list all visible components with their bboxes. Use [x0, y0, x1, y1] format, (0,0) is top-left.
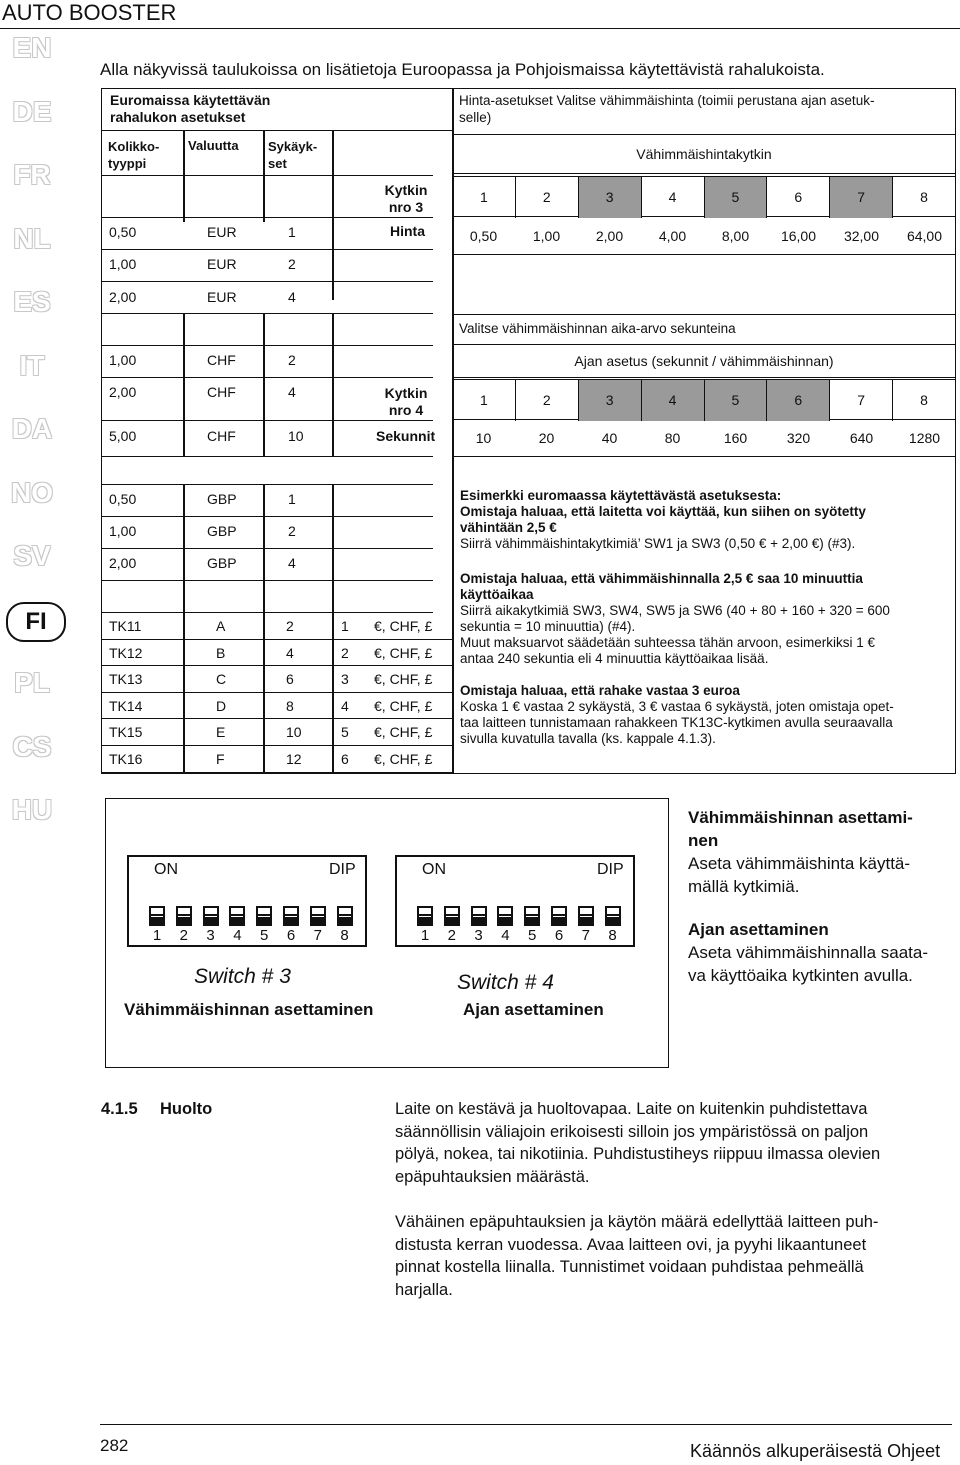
- tk-number: 2: [341, 644, 349, 661]
- dip-toggle-knob: [446, 917, 458, 924]
- col-header-pulses-l1: Sykäyk-: [268, 139, 318, 154]
- coin-value: 5,00: [109, 428, 137, 444]
- coin-value: 2,00: [109, 289, 137, 305]
- tk-letter: C: [216, 671, 227, 688]
- rule: [101, 175, 433, 176]
- language-no: NO: [11, 476, 53, 508]
- dip-switch-number: 1: [152, 927, 162, 944]
- rule: [452, 314, 956, 315]
- rule: [101, 665, 453, 666]
- col-header-pulses-l2: set: [268, 156, 287, 171]
- tk-letter: A: [216, 618, 226, 634]
- pulses-value: 4: [288, 384, 296, 400]
- dip-toggle-knob: [419, 917, 431, 924]
- price-value: 1,00: [532, 228, 561, 244]
- side-heading-1a: Vähimmäishinnan asettami-: [688, 808, 913, 827]
- dip-toggle-slot: [446, 914, 458, 916]
- example-l10: antaa 240 sekuntia eli 4 minuuttia käyttöaikaa lisää.: [460, 651, 769, 666]
- dip-toggle-slot: [312, 914, 324, 916]
- time-switch-grid: [452, 379, 956, 420]
- dip-toggle[interactable]: [444, 906, 460, 926]
- dip-toggle-slot: [178, 914, 190, 916]
- dip-toggle[interactable]: [310, 906, 326, 926]
- section-line: pölyä, nokea, tai nikotiinia. Puhdistustiheys riippuu ilmassa olevien: [395, 1145, 881, 1163]
- language-it: IT: [19, 349, 45, 381]
- col-header-pulses: [268, 138, 317, 172]
- time-value: 40: [601, 430, 618, 446]
- language-cs: CS: [12, 730, 52, 762]
- language-nl: NL: [13, 222, 51, 254]
- pulses-value: 2: [288, 352, 296, 368]
- footer-rule: [100, 1424, 952, 1425]
- tk-number: 5: [341, 724, 349, 741]
- dip-toggle[interactable]: [578, 906, 594, 926]
- tk-code: TK11: [109, 618, 142, 634]
- currency-value: CHF: [207, 384, 236, 400]
- time-switch-7: 7: [830, 380, 893, 421]
- tk-number: 3: [341, 671, 349, 688]
- dip-switch-number: 1: [420, 927, 430, 944]
- time-value: 320: [786, 430, 811, 446]
- dip-toggle-knob: [339, 917, 351, 924]
- pulses-value: 10: [288, 428, 304, 444]
- pulses-value: 4: [288, 289, 296, 305]
- dip-toggle-slot: [231, 914, 243, 916]
- kytkin3-label: [380, 182, 432, 216]
- rule: [101, 772, 453, 773]
- coin-value: 0,50: [109, 224, 137, 240]
- tk-pulses: 10: [286, 724, 302, 741]
- dip-switch-number: 7: [581, 927, 590, 944]
- dip-switch-number: 5: [528, 927, 537, 944]
- tk-letter: F: [216, 751, 225, 767]
- price-switch-3: 3: [579, 177, 642, 218]
- time-intro: Valitse vähimmäishinnan aika-arvo sekunteina: [459, 321, 736, 336]
- page-number: 282: [100, 1436, 129, 1455]
- dip-toggle-knob: [285, 917, 297, 924]
- rule: [101, 249, 433, 250]
- tk-currencies: €, CHF, £: [374, 724, 433, 741]
- dip-switch-number: 8: [340, 927, 349, 944]
- dip-toggle-slot: [419, 914, 431, 916]
- tk-pulses: 2: [286, 618, 294, 634]
- dip-toggle-knob: [499, 917, 511, 924]
- rule: [101, 377, 433, 378]
- rule: [101, 313, 433, 314]
- time-value: 160: [723, 430, 748, 446]
- rule: [101, 548, 433, 549]
- dip-switch-number: 3: [474, 927, 483, 944]
- tk-number: 1: [341, 618, 349, 634]
- dip-toggle-slot: [499, 914, 511, 916]
- section-line: säännöllisin väliajoin erikoisesti silloin jos ympäristössä on paljon: [395, 1122, 869, 1141]
- time-value: 1280: [908, 430, 941, 446]
- section-paragraph-1: [395, 1098, 880, 1188]
- grid-line: [263, 484, 265, 612]
- dip-toggle[interactable]: [497, 906, 513, 926]
- currency-value: EUR: [207, 224, 237, 240]
- dip-toggle-knob: [178, 917, 190, 924]
- kytkin4-l2: nro 4: [388, 402, 424, 418]
- tk-currencies: €, CHF, £: [374, 751, 433, 767]
- dip-toggle-slot: [205, 914, 217, 916]
- dip-toggle-knob: [312, 917, 324, 924]
- dip-toggle-slot: [580, 914, 592, 916]
- dip-toggle-slot: [151, 914, 163, 916]
- currency-value: GBP: [207, 555, 237, 571]
- dip-toggle-slot: [258, 914, 270, 916]
- language-fi: FI: [6, 602, 66, 642]
- rule: [101, 745, 453, 746]
- time-value: 80: [664, 430, 681, 446]
- pulses-value: 1: [288, 491, 296, 507]
- side-text-2b: va käyttöaika kytkinten avulla.: [688, 966, 913, 985]
- rule: [101, 217, 433, 218]
- example-l9: Muut maksuarvot säädetään suhteessa tähän arvoon, esimerkiksi 1 €: [460, 635, 875, 650]
- left-table-title: [110, 92, 270, 126]
- tk-pulses: 12: [286, 751, 302, 767]
- col-header-currency: Valuutta: [188, 138, 239, 153]
- price-intro-l1: Hinta-asetukset Valitse vähimmäishinta (toimii perustana ajan asetuk-: [459, 93, 875, 108]
- currency-value: EUR: [207, 289, 237, 305]
- currency-value: CHF: [207, 428, 236, 444]
- language-hu: HU: [11, 794, 53, 825]
- dip-toggle[interactable]: [229, 906, 245, 926]
- price-value: 8,00: [721, 228, 750, 244]
- coin-value: 2,00: [109, 555, 137, 571]
- rule: [101, 692, 453, 693]
- dip-switch-3: [127, 855, 367, 947]
- language-fr: FR: [13, 159, 51, 190]
- time-value: 640: [849, 430, 874, 446]
- tk-code: TK13: [109, 671, 143, 688]
- dip-switch-number: 6: [554, 927, 564, 944]
- side-text-1b: mällä kytkimiä.: [688, 877, 800, 896]
- rule: [101, 718, 453, 719]
- dip-switch-number: 3: [206, 927, 215, 944]
- language-es: ES: [13, 286, 51, 317]
- example-l14: sivulla kuvatulla tavalla (ks. kappale 4.1.3).: [460, 731, 716, 746]
- tk-pulses: 8: [286, 697, 294, 714]
- dip-toggle[interactable]: [337, 906, 353, 926]
- example-l6: käyttöaikaa: [460, 587, 534, 602]
- dip-switch-number: 2: [179, 927, 188, 944]
- section-line: distusta kerran vuodessa. Avaa laitteen ovi, ja pyyhi likaantuneet: [395, 1235, 867, 1254]
- grid-line: [332, 130, 334, 300]
- dip-toggle[interactable]: [149, 906, 165, 926]
- tk-code: TK15: [109, 724, 143, 741]
- dip-toggle-knob: [258, 917, 270, 924]
- example-l11: Omistaja haluaa, että rahake vastaa 3 euroa: [460, 683, 740, 698]
- example-l8: sekuntia = 10 minuuttia) (#4).: [460, 619, 636, 634]
- intro-text: Alla näkyvissä taulukoissa on lisätietoja Euroopassa ja Pohjoismaissa käytettävistä rahalukoista.: [100, 60, 825, 79]
- col-header-coin-l2: tyyppi: [108, 156, 147, 171]
- dip-toggle[interactable]: [524, 906, 540, 926]
- side-heading-1b: nen: [688, 831, 719, 850]
- tk-code: TK14: [109, 697, 143, 714]
- dip-toggle[interactable]: [203, 906, 219, 926]
- dip-toggle-slot: [285, 914, 297, 916]
- dip-switch-number: 6: [286, 927, 296, 944]
- dip-toggle-knob: [553, 917, 565, 924]
- currency-value: GBP: [207, 523, 237, 539]
- section-line: harjalla.: [395, 1280, 453, 1299]
- document-title: AUTO BOOSTER: [2, 0, 177, 25]
- dip-toggle-slot: [607, 914, 619, 916]
- example-heading: Esimerkki euromaassa käytettävästä asetuksesta:: [460, 488, 782, 503]
- dip-on-label: ON: [422, 861, 446, 878]
- rule: [101, 456, 433, 457]
- grid-line: [332, 484, 334, 612]
- grid-line: [263, 130, 265, 222]
- switch3-label: Switch # 3: [194, 965, 291, 988]
- dip-switch-number: 4: [233, 927, 242, 944]
- time-switch-3: 3: [579, 380, 642, 421]
- language-en: EN: [12, 32, 52, 63]
- time-switch-6: 6: [767, 380, 830, 421]
- example-l5: Omistaja haluaa, että vähimmäishinnalla 2,5 € saa 10 minuuttia: [460, 571, 863, 586]
- price-value: 4,00: [658, 228, 687, 244]
- rule: [452, 456, 956, 457]
- dip-switch-number: 5: [260, 927, 269, 944]
- tk-letter: E: [216, 724, 226, 741]
- time-switch-8: 8: [920, 392, 928, 408]
- dip-toggle-knob: [473, 917, 485, 924]
- tk-pulses: 6: [286, 671, 294, 688]
- grid-line: [183, 130, 185, 222]
- dip-brand-label: DIP: [597, 861, 624, 878]
- time-switch-4: 4: [642, 380, 705, 421]
- hinta-label: Hinta: [390, 223, 425, 239]
- dip-toggle-slot: [553, 914, 565, 916]
- example-l3: vähintään 2,5 €: [460, 520, 557, 535]
- rule: [101, 130, 453, 131]
- tk-number: 4: [341, 697, 349, 714]
- price-value: 0,50: [469, 228, 498, 244]
- language-de: DE: [12, 95, 52, 127]
- col-header-coin-l1: Kolikko-: [108, 139, 160, 154]
- kytkin3-l2: nro 3: [388, 199, 424, 215]
- side-text-2a: Aseta vähimmäishinnalla saata-: [688, 943, 929, 962]
- grid-line: [183, 313, 185, 456]
- side-notes: [688, 806, 956, 987]
- tk-code: TK16: [109, 751, 143, 767]
- switch4-caption: Ajan asettaminen: [463, 1000, 604, 1019]
- rule: [101, 516, 433, 517]
- price-switch-6: 6: [767, 177, 830, 218]
- coin-value: 0,50: [109, 491, 137, 507]
- dip-toggle-knob: [526, 917, 538, 924]
- rule: [101, 580, 433, 581]
- grid-line: [332, 313, 334, 456]
- price-value: 32,00: [843, 228, 880, 244]
- dip-toggle-slot: [339, 914, 351, 916]
- tk-currencies: €, CHF, £: [374, 618, 433, 634]
- tk-pulses: 4: [286, 644, 294, 661]
- time-value: 20: [538, 430, 555, 446]
- tk-code: TK12: [109, 644, 143, 661]
- language-pl: PL: [14, 667, 50, 698]
- footer-note: Käännös alkuperäisestä Ohjeet: [690, 1441, 941, 1461]
- pulses-value: 1: [288, 224, 296, 240]
- price-switch-4: 4: [642, 177, 705, 218]
- dip-switch-number: 2: [447, 927, 456, 944]
- price-switch-grid: [452, 176, 956, 217]
- rule: [101, 345, 433, 346]
- example-l7: Siirrä aikakytkimiä SW3, SW4, SW5 ja SW6 (40 + 80 + 160 + 320 = 600: [460, 603, 890, 618]
- pulses-value: 2: [288, 256, 296, 272]
- time-switch-5: 5: [705, 380, 768, 421]
- section-paragraph-2: [395, 1211, 878, 1301]
- time-values: [452, 423, 956, 453]
- time-switch-1: 1: [453, 380, 516, 421]
- price-switch-header: Vähimmäishintakytkin: [452, 134, 956, 174]
- switch3-caption: Vähimmäishinnan asettaminen: [124, 1000, 374, 1019]
- dip-toggle[interactable]: [605, 906, 621, 926]
- section-line: Laite on kestävä ja huoltovapaa. Laite on kuitenkin puhdistettava: [395, 1100, 868, 1118]
- tk-letter: B: [216, 644, 226, 661]
- header-rule: [0, 28, 960, 29]
- grid-line: [183, 484, 185, 612]
- language-da: DA: [11, 413, 53, 444]
- kytkin4-l1: Kytkin: [384, 385, 428, 401]
- left-table-title-line2: rahalukon asetukset: [110, 109, 246, 125]
- section-line: pinnat kostella liinalla. Tunnistimet voidaan puhdistaa pehmeällä: [395, 1258, 864, 1276]
- dip-on-label: ON: [154, 861, 178, 878]
- dip-toggle-slot: [526, 914, 538, 916]
- tk-currencies: €, CHF, £: [374, 697, 433, 714]
- language-sv: SV: [13, 540, 51, 571]
- dip-toggle[interactable]: [551, 906, 567, 926]
- dip-toggle-knob: [607, 917, 619, 924]
- rule: [101, 639, 453, 640]
- dip-toggle-knob: [231, 917, 243, 924]
- price-value: 64,00: [906, 228, 943, 244]
- price-value: 16,00: [780, 228, 817, 244]
- pulses-value: 2: [288, 523, 296, 539]
- tk-currencies: €, CHF, £: [374, 671, 433, 688]
- coin-value: 1,00: [109, 352, 137, 368]
- price-values: [452, 221, 956, 251]
- dip-switch-4: [395, 855, 635, 947]
- time-value: 10: [475, 430, 492, 446]
- section-title: Huolto: [160, 1100, 213, 1118]
- price-switch-1: 1: [453, 177, 516, 218]
- section-number: 4.1.5: [101, 1100, 138, 1118]
- price-intro-l2: selle): [459, 110, 492, 125]
- section-line: epäpuhtauksien määrästä.: [395, 1167, 590, 1186]
- dip-switch-number: 7: [313, 927, 322, 944]
- side-heading-2: Ajan asettaminen: [688, 920, 829, 939]
- currency-value: CHF: [207, 352, 236, 368]
- rule: [101, 281, 433, 282]
- example-l13: taa laitteen tunnistamaan rahakkeen TK13C-kytkimen avulla seuraavalla: [460, 715, 893, 730]
- price-switch-2: 2: [516, 177, 579, 218]
- tk-currencies: €, CHF, £: [374, 644, 433, 661]
- dip-toggle-slot: [473, 914, 485, 916]
- price-value: 2,00: [595, 228, 624, 244]
- tk-number: 6: [341, 751, 349, 767]
- price-intro: [459, 92, 874, 126]
- dip-toggle-knob: [205, 917, 217, 924]
- dip-toggle[interactable]: [417, 906, 433, 926]
- example-text: [460, 488, 950, 747]
- example-l2: Omistaja haluaa, että laitetta voi käyttää, kun siihen on syötetty: [460, 504, 866, 519]
- rule: [101, 420, 433, 421]
- section-line: Vähäinen epäpuhtauksien ja käytön määrä edellyttää laitteen puh-: [395, 1213, 879, 1231]
- coin-value: 2,00: [109, 384, 137, 400]
- coin-value: 1,00: [109, 523, 137, 539]
- sekunnit-label: Sekunnit: [376, 428, 436, 444]
- price-switch-5: 5: [705, 177, 768, 218]
- dip-brand-label: DIP: [329, 861, 356, 878]
- dip-switch-number: 4: [501, 927, 510, 944]
- dip-toggle-knob: [151, 917, 163, 924]
- rule: [452, 254, 956, 255]
- currency-value: EUR: [207, 256, 237, 272]
- price-switch-8: 8: [920, 189, 928, 205]
- side-text-1a: Aseta vähimmäishinta käyttä-: [688, 854, 911, 873]
- grid-line: [263, 313, 265, 456]
- rule: [101, 484, 433, 485]
- dip-toggle[interactable]: [283, 906, 299, 926]
- dip-switch-number: 8: [608, 927, 617, 944]
- pulses-value: 4: [288, 555, 296, 571]
- dip-toggle-knob: [580, 917, 592, 924]
- left-table-title-line1: Euromaissa käytettävän: [110, 92, 271, 108]
- time-switch-header: Ajan asetus (sekunnit / vähimmäishinnan): [452, 344, 956, 378]
- time-switch-2: 2: [516, 380, 579, 421]
- kytkin3-l1: Kytkin: [384, 182, 428, 198]
- coin-value: 1,00: [109, 256, 137, 272]
- price-switch-7: 7: [830, 177, 893, 218]
- kytkin4-label: [380, 385, 432, 419]
- rule: [101, 612, 433, 613]
- dip-toggle[interactable]: [256, 906, 272, 926]
- tk-letter: D: [216, 697, 227, 714]
- example-l4: Siirrä vähimmäishintakytkimiä’ SW1 ja SW3 (0,50 € + 2,00 €) (#3).: [460, 536, 856, 551]
- currency-value: GBP: [207, 491, 237, 507]
- dip-toggle[interactable]: [471, 906, 487, 926]
- example-l12: Koska 1 € vastaa 2 sykäystä, 3 € vastaa 6 sykäystä, joten omistaja opet-: [460, 699, 894, 714]
- col-header-coin: [108, 138, 159, 172]
- dip-toggle[interactable]: [176, 906, 192, 926]
- switch4-label: Switch # 4: [457, 971, 554, 994]
